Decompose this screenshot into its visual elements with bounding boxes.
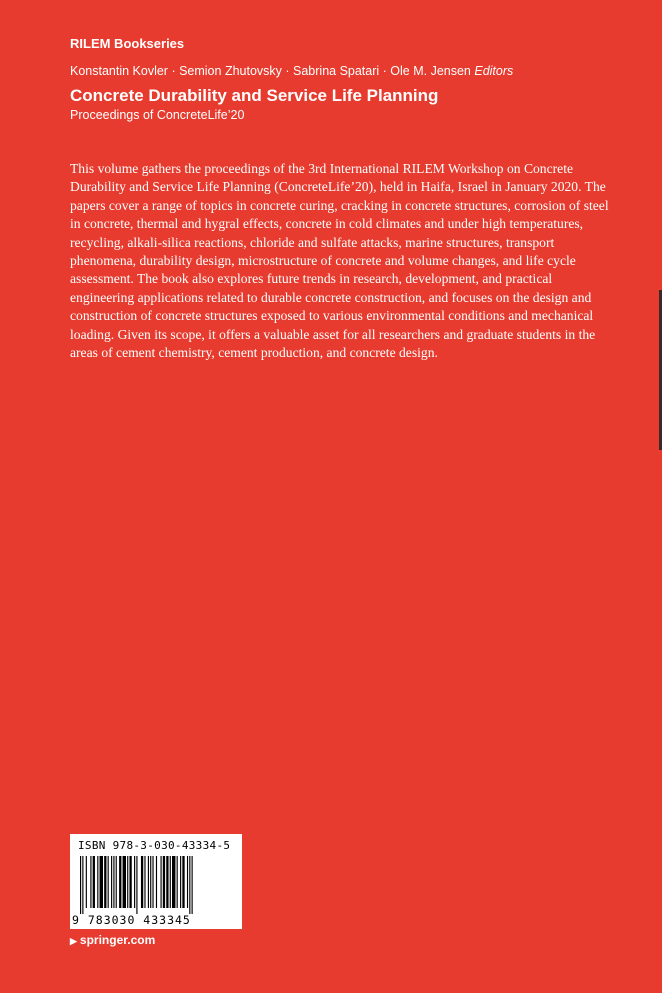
barcode-bar	[177, 856, 178, 908]
barcode-bar	[129, 856, 131, 908]
barcode-bar	[180, 856, 181, 908]
barcode-bar	[150, 856, 151, 908]
barcode-bar	[163, 856, 165, 908]
publisher-link-text: springer.com	[79, 933, 156, 947]
barcode-bar	[148, 856, 149, 908]
barcode-bar	[187, 856, 188, 908]
barcode-bar	[136, 856, 137, 914]
barcode-bar	[80, 856, 81, 914]
barcode-bar	[111, 856, 112, 908]
barcode-bar	[172, 856, 175, 908]
barcode-bar	[161, 856, 162, 908]
barcode-bar	[156, 856, 157, 908]
arrow-right-icon: ▶	[70, 936, 77, 946]
barcode-icon	[80, 856, 232, 914]
barcode-bar	[192, 856, 193, 914]
isbn-label: ISBN 978-3-030-43334-5	[78, 839, 231, 852]
barcode-bar	[141, 856, 143, 908]
barcode-bar	[182, 856, 184, 908]
barcode-bar	[104, 856, 106, 908]
barcode-bar	[82, 856, 83, 914]
barcode-bar	[119, 856, 121, 908]
barcode-bar	[93, 856, 95, 908]
barcode-bar	[127, 856, 128, 908]
barcode-bar	[97, 856, 98, 908]
barcode-bar	[108, 856, 109, 908]
barcode-bar	[86, 856, 87, 908]
barcode-bar	[90, 856, 91, 908]
barcode-digits: 9 783030 433345	[72, 913, 191, 927]
barcode-bar	[134, 856, 135, 908]
barcode-bar	[116, 856, 117, 908]
editor-names: Konstantin Kovler · Semion Zhutovsky · Sabrina Spatari · Ole M. Jensen	[70, 64, 471, 78]
barcode-bar	[170, 856, 171, 908]
barcode-bar	[144, 856, 145, 908]
barcode-box	[70, 834, 242, 929]
barcode-bar	[166, 856, 168, 908]
barcode-bar	[152, 856, 153, 908]
barcode-bar	[189, 856, 190, 914]
editors-line	[70, 64, 513, 78]
barcode-bar	[123, 856, 126, 908]
barcode-bar	[100, 856, 103, 908]
publisher-link[interactable]	[70, 933, 155, 947]
book-title: Concrete Durability and Service Life Planning	[70, 86, 439, 105]
book-description: This volume gathers the proceedings of the 3rd International RILEM Workshop on Concrete Durability and Service Life Planning (ConcreteLife’20), held in Haifa, Israel in January 2020. The papers cover a range of topics in concrete curing, cracking in concrete structures, corrosion of steel in concrete, thermal and hygral effects, concrete in cold climates and under high temperatures, recycling, alkali-silica reactions, chloride and sulfate attacks, marine structures, transport phenomena, durability design, microstructure of concrete and volume changes, and life cycle assessment. The book also explores future trends in research, development, and practical engineering applications related to durable concrete construction, and focuses on the design and construction of concrete structures exposed to various environmental conditions and mechanical loading. Given its scope, it offers a valuable asset for all researchers and graduate students in the areas of cement chemistry, cement production, and concrete design.	[70, 161, 609, 361]
editors-role: Editors	[474, 64, 514, 78]
series-name: RILEM Bookseries	[70, 36, 185, 51]
book-subtitle: Proceedings of ConcreteLife’20	[70, 108, 245, 122]
barcode-bar	[113, 856, 114, 908]
